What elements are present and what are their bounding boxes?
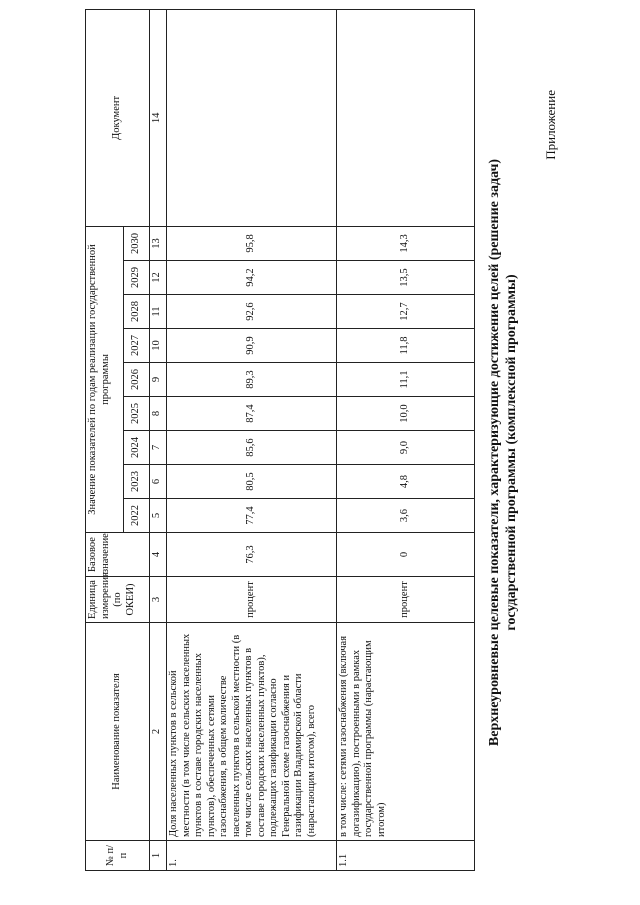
- column-number: 14: [150, 9, 167, 226]
- row-value: 11,1: [337, 363, 475, 397]
- column-number: 6: [150, 465, 167, 499]
- row-value: 77,4: [167, 499, 337, 533]
- header-unit: Единица измерения (по ОКЕИ): [86, 577, 150, 623]
- annex-label-row: [543, 0, 563, 905]
- row-value: 10,0: [337, 397, 475, 431]
- row-num: 1.1: [337, 841, 475, 871]
- column-number: 2: [150, 623, 167, 841]
- column-number: 1: [150, 841, 167, 871]
- column-number: 7: [150, 431, 167, 465]
- header-year: 2025: [124, 397, 150, 431]
- header-year: 2027: [124, 329, 150, 363]
- column-number: 5: [150, 499, 167, 533]
- row-name: Доля населенных пунктов в сельской местности (в том числе сельских населенных пунктов в составе городских населенных пунктов), обеспеченных сетями газоснабжения, в общем количестве населенных пунктов в сельской местности (в том числе сельских населенных пунктов в составе городских населенных пунктов), подлежащих газификации согласно Генеральной схеме газоснабжения и газификации Владимирской области (нарастающим итогом), всего: [167, 623, 337, 841]
- title-line-2: государственной программы (комплексной программы): [504, 274, 519, 631]
- row-value: 12,7: [337, 295, 475, 329]
- annex-label: Приложение: [543, 90, 558, 160]
- row-value: 80,5: [167, 465, 337, 499]
- row-unit: процент: [337, 577, 475, 623]
- row-base: 0: [337, 533, 475, 577]
- header-year: 2024: [124, 431, 150, 465]
- document-title: [486, 0, 520, 905]
- row-value: 92,6: [167, 295, 337, 329]
- header-values-group: Значение показателей по годам реализации государственной программы: [86, 226, 124, 532]
- column-number: 10: [150, 329, 167, 363]
- row-value: 94,2: [167, 261, 337, 295]
- row-value: 85,6: [167, 431, 337, 465]
- column-number: 3: [150, 577, 167, 623]
- row-base: 76,3: [167, 533, 337, 577]
- header-row-1: [86, 9, 124, 870]
- row-name: в том числе: сетями газоснабжения (включая догазификацию), построенными в рамках государственной программы (нарастающим итогом): [337, 623, 475, 841]
- row-value: 87,4: [167, 397, 337, 431]
- header-year: 2022: [124, 499, 150, 533]
- table-row: [167, 9, 337, 870]
- header-document: Документ: [86, 9, 150, 226]
- row-num: 1.: [167, 841, 337, 871]
- row-document: [337, 9, 475, 226]
- row-value: 3,6: [337, 499, 475, 533]
- header-year: 2028: [124, 295, 150, 329]
- table-row: [337, 9, 475, 870]
- row-document: [167, 9, 337, 226]
- row-value: 89,3: [167, 363, 337, 397]
- row-value: 4,8: [337, 465, 475, 499]
- column-number-row: [150, 9, 167, 870]
- column-number: 13: [150, 226, 167, 260]
- title-line-1: Верхнеуровневые целевые показатели, характеризующие достижение целей (решение задач): [487, 158, 502, 747]
- row-value: 11,8: [337, 329, 475, 363]
- header-num: № п/п: [86, 841, 150, 871]
- column-number: 9: [150, 363, 167, 397]
- column-number: 4: [150, 533, 167, 577]
- row-value: 14,3: [337, 226, 475, 260]
- header-year: 2029: [124, 261, 150, 295]
- header-year: 2023: [124, 465, 150, 499]
- column-number: 12: [150, 261, 167, 295]
- column-number: 11: [150, 295, 167, 329]
- header-base: Базовое значение: [86, 533, 150, 577]
- header-name: Наименование показателя: [86, 623, 150, 841]
- column-number: 8: [150, 397, 167, 431]
- row-value: 9,0: [337, 431, 475, 465]
- row-value: 13,5: [337, 261, 475, 295]
- row-value: 90,9: [167, 329, 337, 363]
- row-value: 95,8: [167, 226, 337, 260]
- row-unit: процент: [167, 577, 337, 623]
- header-year: 2030: [124, 226, 150, 260]
- header-year: 2026: [124, 363, 150, 397]
- indicators-table: [85, 9, 475, 871]
